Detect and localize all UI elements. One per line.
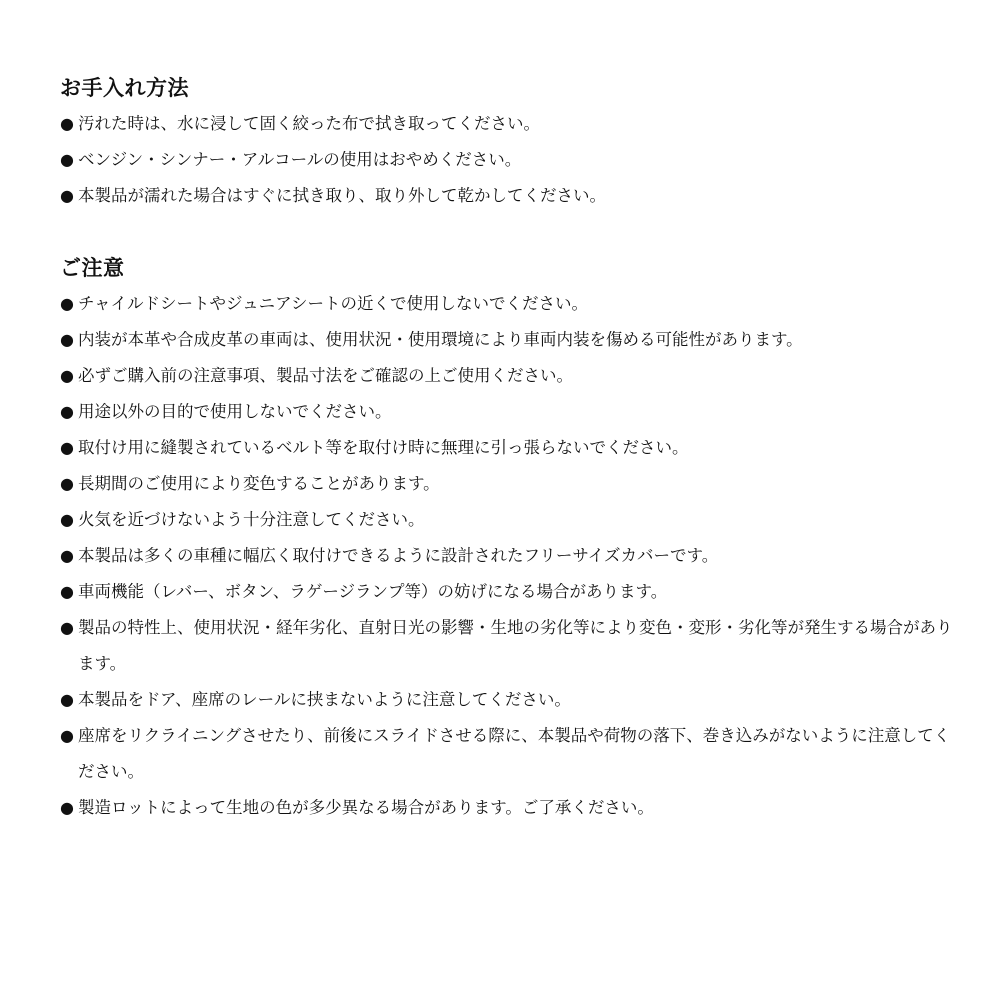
care-item <box>60 142 960 178</box>
bullet-icon: ● <box>60 366 74 385</box>
caution-item <box>60 286 960 322</box>
bullet-icon: ● <box>60 438 74 457</box>
caution-item <box>60 718 960 790</box>
caution-section <box>60 252 960 826</box>
caution-item <box>60 430 960 466</box>
care-item-text: 汚れた時は、水に浸して固く絞った布で拭き取ってください。 <box>78 114 540 133</box>
bullet-icon: ● <box>60 150 74 169</box>
caution-item-text: 車両機能（レバー、ボタン、ラゲージランプ等）の妨げになる場合があります。 <box>78 582 668 601</box>
bullet-icon: ● <box>60 726 74 745</box>
bullet-icon: ● <box>60 546 74 565</box>
care-section <box>60 72 960 214</box>
care-list <box>60 106 960 214</box>
care-item-text: 本製品が濡れた場合はすぐに拭き取り、取り外して乾かしてください。 <box>78 186 606 205</box>
caution-list <box>60 286 960 826</box>
caution-item-text: 本製品は多くの車種に幅広く取付けできるように設計されたフリーサイズカバーです。 <box>78 546 719 565</box>
caution-heading: ご注意 <box>60 256 125 280</box>
bullet-icon: ● <box>60 798 74 817</box>
caution-item-text: 火気を近づけないよう十分注意してください。 <box>78 510 425 529</box>
care-item-text: ベンジン・シンナー・アルコールの使用はおやめください。 <box>78 150 522 169</box>
caution-item-text: チャイルドシートやジュニアシートの近くで使用しないでください。 <box>78 294 589 313</box>
caution-item <box>60 466 960 502</box>
care-item <box>60 178 960 214</box>
bullet-icon: ● <box>60 330 74 349</box>
bullet-icon: ● <box>60 474 74 493</box>
caution-item <box>60 502 960 538</box>
caution-item-text: 製品の特性上、使用状況・経年劣化、直射日光の影響・生地の劣化等により変色・変形・劣化等が発生する場合があります。 <box>78 618 953 673</box>
caution-item <box>60 394 960 430</box>
bullet-icon: ● <box>60 294 74 313</box>
bullet-icon: ● <box>60 186 74 205</box>
caution-item-text: 取付け用に縫製されているベルト等を取付け時に無理に引っ張らないでください。 <box>78 438 689 457</box>
bullet-icon: ● <box>60 402 74 421</box>
caution-item <box>60 790 960 826</box>
caution-item-text: 製造ロットによって生地の色が多少異なる場合があります。ご了承ください。 <box>78 798 654 817</box>
caution-item <box>60 538 960 574</box>
caution-item-text: 用途以外の目的で使用しないでください。 <box>78 402 392 421</box>
caution-item <box>60 610 960 682</box>
caution-item <box>60 682 960 718</box>
care-item <box>60 106 960 142</box>
caution-item-text: 本製品をドア、座席のレールに挟まないように注意してください。 <box>78 690 571 709</box>
caution-item <box>60 574 960 610</box>
bullet-icon: ● <box>60 690 74 709</box>
care-heading: お手入れ方法 <box>60 76 189 100</box>
caution-item <box>60 358 960 394</box>
caution-item-text: 座席をリクライニングさせたり、前後にスライドさせる際に、本製品や荷物の落下、巻き込みがないように注意してください。 <box>78 726 951 781</box>
document <box>60 72 960 826</box>
bullet-icon: ● <box>60 618 74 637</box>
bullet-icon: ● <box>60 510 74 529</box>
caution-item-text: 必ずご購入前の注意事項、製品寸法をご確認の上ご使用ください。 <box>78 366 573 385</box>
caution-item-text: 内装が本革や合成皮革の車両は、使用状況・使用環境により車両内装を傷める可能性があります。 <box>78 330 803 349</box>
bullet-icon: ● <box>60 114 74 133</box>
caution-item <box>60 322 960 358</box>
bullet-icon: ● <box>60 582 74 601</box>
caution-item-text: 長期間のご使用により変色することがあります。 <box>78 474 440 493</box>
